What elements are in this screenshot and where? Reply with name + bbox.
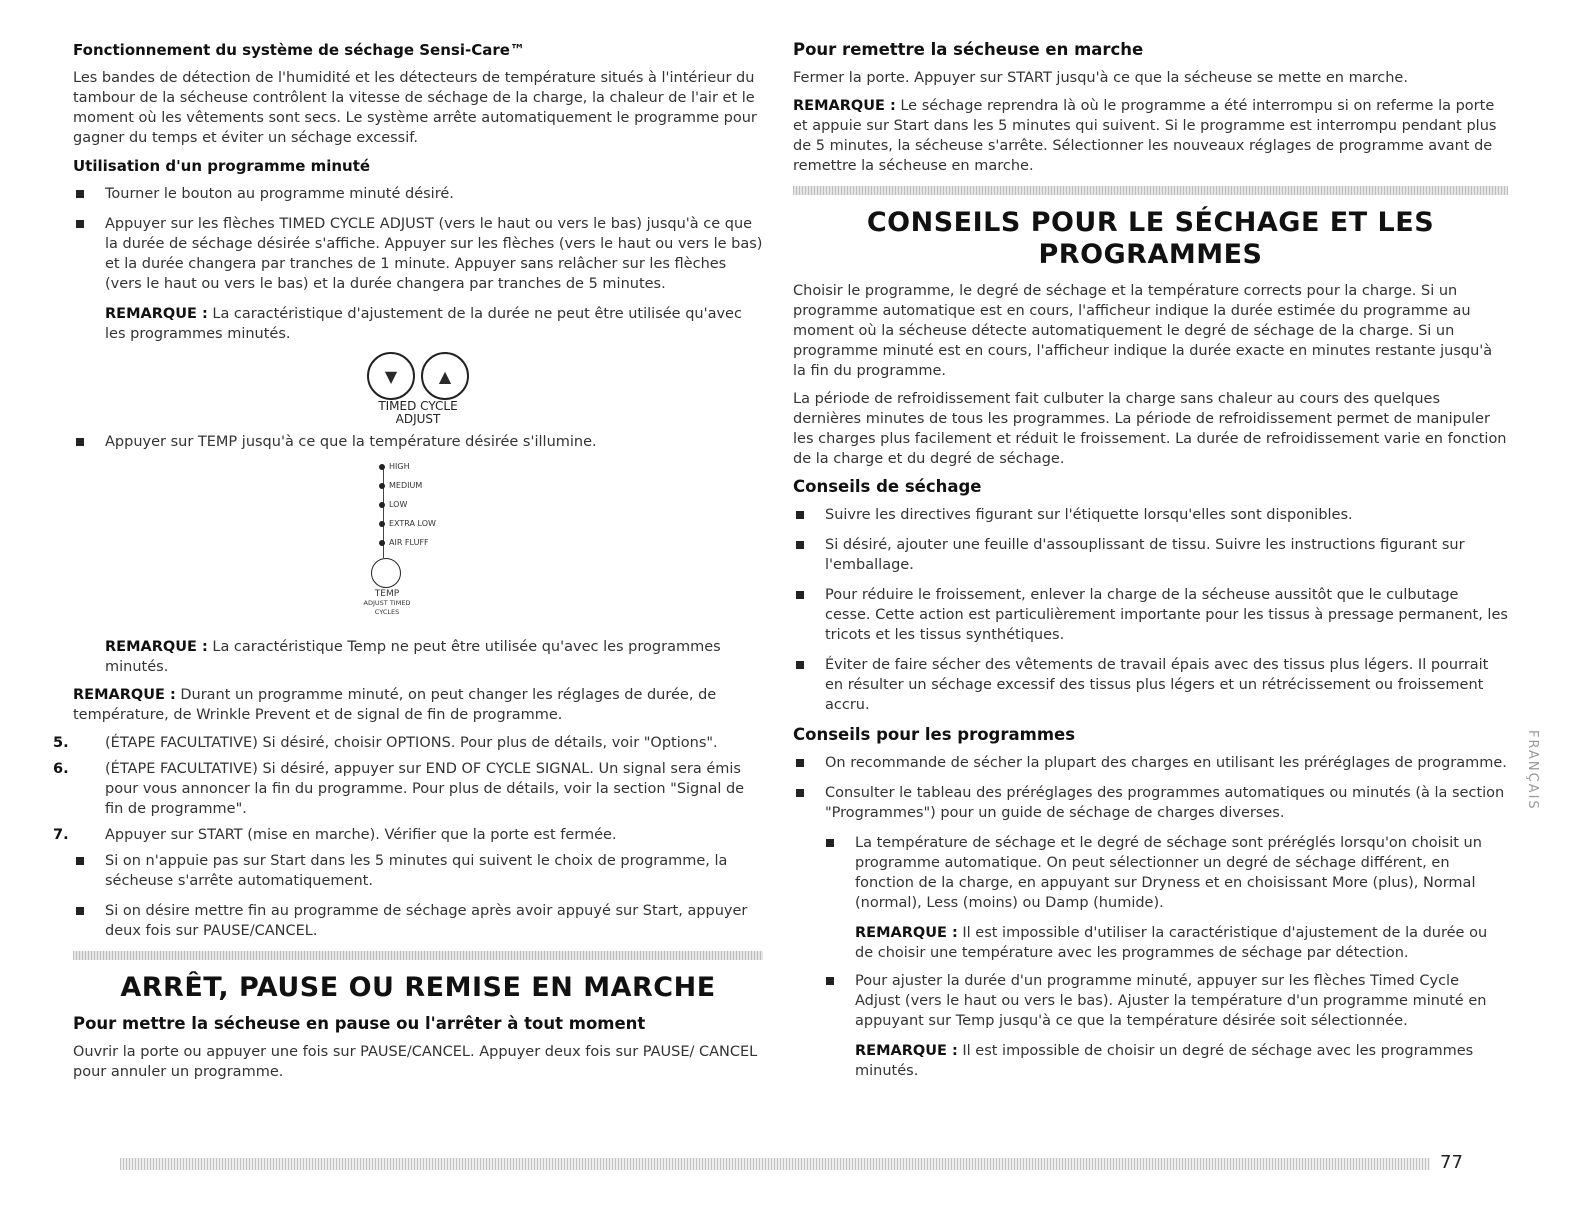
step-5: 5. (ÉTAPE FACULTATIVE) Si désiré, choisir OPTIONS. Pour plus de détails, voir "Options". [53, 735, 718, 751]
section-divider [73, 951, 763, 960]
indicator-dot-icon [379, 521, 385, 527]
paragraph-restart: Fermer la porte. Appuyer sur START jusqu'à ce que la sécheuse se mette en marche. [793, 70, 1408, 86]
list-item: Pour ajuster la durée d'un programme minuté, appuyer sur les flèches Timed Cycle Adjust (vers le haut ou vers le bas). Ajuster la température d'un programme minuté en appuyant sur Temp jusqu'à ce que la température désirée soit sélectionnée. [823, 971, 1508, 1031]
note-label: REMARQUE : [105, 639, 208, 655]
list-item: On recommande de sécher la plupart des charges en utilisant les préréglages de programme. [793, 753, 1508, 773]
timed-cycle-adjust-figure [73, 352, 763, 426]
temp-level: HIGH [379, 462, 410, 471]
note-label: REMARQUE : [73, 687, 176, 703]
note-label: REMARQUE : [855, 1043, 958, 1059]
section-divider [793, 186, 1508, 195]
section-title-arret: ARRÊT, PAUSE OU REMISE EN MARCHE [120, 972, 716, 1003]
list-item: Tourner le bouton au programme minuté désiré. [73, 184, 763, 204]
note-text: Il est impossible de choisir un degré de séchage avec les programmes minutés. [855, 1043, 1474, 1079]
heading-program-tips: Conseils pour les programmes [793, 725, 1076, 744]
right-column [793, 40, 1508, 1089]
note-label: REMARQUE : [105, 306, 208, 322]
indicator-dot-icon [379, 483, 385, 489]
left-column [53, 40, 763, 1090]
arrow-down-icon: ▼ [367, 352, 415, 400]
list-item: Suivre les directives figurant sur l'étiquette lorsqu'elles sont disponibles. [793, 505, 1508, 525]
note-text: La caractéristique Temp ne peut être utilisée qu'avec les programmes minutés. [105, 639, 721, 675]
temp-label: TEMP ADJUST TIMED CYCLES [363, 589, 411, 616]
note-text: Il est impossible d'utiliser la caractéristique d'ajustement de la durée ou de choisir une température avec les programmes de séchage par détection. [855, 925, 1488, 961]
note [793, 96, 1508, 176]
side-language-label: FRANÇAIS [1525, 730, 1540, 811]
temp-knob-icon [371, 558, 401, 588]
note-text: Le séchage reprendra là où le programme a été interrompu si on referme la porte et appuie sur Start dans les 5 minutes qui suivent. Si le programme est interrompu pendant plus de 5 minutes, la sécheuse s'arrête. Sélectionner les nouveaux réglages de programme avant de remettre la sécheuse en marche. [793, 98, 1497, 174]
indicator-dot-icon [379, 540, 385, 546]
list-item: Si on désire mettre fin au programme de séchage après avoir appuyé sur Start, appuyer deux fois sur PAUSE/CANCEL. [73, 901, 763, 941]
list-item: La température de séchage et le degré de séchage sont préréglés lorsqu'on choisit un programme automatique. On peut sélectionner un degré de séchage différent, en fonction de la charge, en appuyant sur Dryness et en choisissant More (plus), Normal (normal), Less (moins) ou Damp (humide). [823, 833, 1508, 913]
note [73, 685, 763, 725]
temp-level: EXTRA LOW [379, 519, 436, 528]
paragraph: La période de refroidissement fait culbuter la charge sans chaleur au cours des quelques dernières minutes de tous les programmes. La période de refroidissement permet de manipuler les charges plus facilement et réduit le froissement. La durée de refroidissement varie en fonction de la charge et du degré de séchage. [793, 391, 1507, 467]
list-item: Si on n'appuie pas sur Start dans les 5 minutes qui suivent le choix de programme, la sécheuse s'arrête automatiquement. [73, 851, 763, 891]
note [793, 1041, 1508, 1081]
section-title-conseils: CONSEILS POUR LE SÉCHAGE ET LES PROGRAMMES [866, 207, 1435, 270]
temp-selector-figure [363, 462, 493, 627]
temp-level: LOW [379, 500, 407, 509]
heading-timed-program: Utilisation d'un programme minuté [73, 157, 371, 175]
footer-divider [120, 1158, 1430, 1170]
temp-level: MEDIUM [379, 481, 422, 490]
indicator-dot-icon [379, 502, 385, 508]
list-item: Appuyer sur TEMP jusqu'à ce que la température désirée s'illumine. [73, 432, 763, 452]
figure-label: TIMED CYCLE [378, 399, 458, 413]
arrow-up-icon: ▲ [421, 352, 469, 400]
list-item: Appuyer sur les flèches TIMED CYCLE ADJUST (vers le haut ou vers le bas) jusqu'à ce que la durée de séchage désirée s'affiche. Appuyer sur les flèches (vers le haut ou vers le bas) et la durée changera par tranches de 1 minute. Appuyer sans relâcher sur les flèches (vers le haut ou vers le bas) et la durée changera par tranches de 5 minutes. [73, 214, 763, 294]
note-text: Durant un programme minuté, on peut changer les réglages de durée, de température, de Wrinkle Prevent et de signal de fin de programme. [73, 687, 717, 723]
indicator-dot-icon [379, 464, 385, 470]
heading-sensi-care: Fonctionnement du système de séchage Sensi-Care™ [73, 41, 525, 59]
page-number: 77 [1440, 1152, 1463, 1173]
note [73, 304, 763, 344]
note-text: La caractéristique d'ajustement de la durée ne peut être utilisée qu'avec les programmes minutés. [105, 306, 742, 342]
step-6: 6. (ÉTAPE FACULTATIVE) Si désiré, appuyer sur END OF CYCLE SIGNAL. Un signal sera émis pour vous annoncer la fin du programme. Pour plus de détails, voir la section "Signal de fin de programme". [53, 761, 745, 817]
note-label: REMARQUE : [793, 98, 896, 114]
list-item: Éviter de faire sécher des vêtements de travail épais avec des tissus plus légers. Il pourrait en résulter un séchage excessif des tissus plus légers et un rétrécissement ou froissement accru. [793, 655, 1508, 715]
step-7: 7. Appuyer sur START (mise en marche). Vérifier que la porte est fermée. [53, 827, 617, 843]
paragraph: Choisir le programme, le degré de séchage et la température corrects pour la charge. Si un programme automatique est en cours, l'afficheur indique la durée estimée du programme au moment où la sécheuse détecte automatiquement le degré de séchage de la charge. Si un programme minuté est en cours, l'afficheur indique la durée exacte en minutes restante jusqu'à la fin du programme. [793, 283, 1493, 379]
figure-label: ADJUST [395, 412, 441, 426]
list-item: Pour réduire le froissement, enlever la charge de la sécheuse aussitôt que le culbutage cesse. Cette action est particulièrement importante pour les tissus à pressage permanent, les tricots et les tissus synthétiques. [793, 585, 1508, 645]
list-item: Consulter le tableau des préréglages des programmes automatiques ou minutés (à la section "Programmes") pour un guide de séchage de charges diverses. [793, 783, 1508, 823]
note-label: REMARQUE : [855, 925, 958, 941]
heading-drying-tips: Conseils de séchage [793, 477, 982, 496]
heading-restart: Pour remettre la sécheuse en marche [793, 40, 1144, 59]
note [73, 637, 763, 677]
paragraph-pause: Ouvrir la porte ou appuyer une fois sur PAUSE/CANCEL. Appuyer deux fois sur PAUSE/ CANCEL pour annuler un programme. [73, 1044, 758, 1080]
note [793, 923, 1508, 963]
paragraph-sensi-care: Les bandes de détection de l'humidité et les détecteurs de température situés à l'intérieur du tambour de la sécheuse contrôlent la vitesse de séchage de la charge, la chaleur de l'air et le moment où les vêtements sont secs. Le système arrête automatiquement le programme pour gagner du temps et éviter un séchage excessif. [73, 70, 757, 146]
list-item: Si désiré, ajouter une feuille d'assouplissant de tissu. Suivre les instructions figurant sur l'emballage. [793, 535, 1508, 575]
heading-pause: Pour mettre la sécheuse en pause ou l'arrêter à tout moment [73, 1014, 646, 1033]
temp-level: AIR FLUFF [379, 538, 429, 547]
